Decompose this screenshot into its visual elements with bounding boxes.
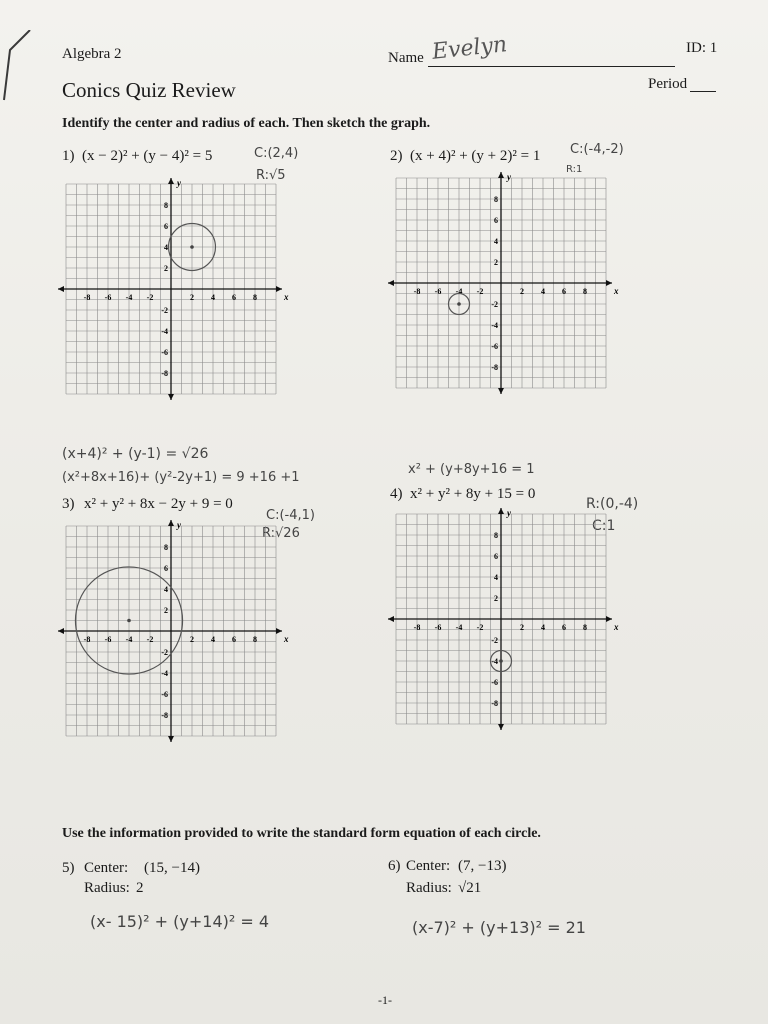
x-tick-label: -4 [455, 287, 463, 296]
x-tick-label: 4 [211, 635, 215, 644]
problem-4-answer-line-1: R:(0,-4) [586, 496, 639, 512]
problem-3-equation: x² + y² + 8x − 2y + 9 = 0 [84, 496, 233, 512]
problem-3-work-line-1: (x+4)² + (y-1) = √26 [62, 446, 209, 462]
y-tick-label: -6 [161, 690, 168, 699]
problem-2-equation: (x + 4)² + (y + 2)² = 1 [410, 148, 541, 164]
y-tick-label: -2 [161, 306, 168, 315]
y-tick-label: 2 [164, 606, 168, 615]
y-tick-label: -6 [161, 348, 168, 357]
y-tick-label: -6 [491, 342, 498, 351]
problem-5-answer: (x- 15)² + (y+14)² = 4 [90, 912, 270, 931]
x-tick-label: 6 [232, 293, 236, 302]
y-axis-label: y [177, 520, 181, 530]
x-tick-label: -8 [413, 623, 421, 632]
y-axis-arrow-up [498, 508, 504, 514]
y-tick-label: 6 [164, 222, 168, 231]
y-tick-label: 6 [494, 552, 498, 561]
y-tick-label: -2 [161, 648, 168, 657]
y-tick-label: -4 [491, 321, 498, 330]
x-tick-label: 6 [562, 287, 566, 296]
x-tick-label: -6 [104, 293, 112, 302]
y-tick-label: -8 [491, 699, 498, 708]
x-axis-arrow-left [58, 286, 64, 292]
y-tick-label: 8 [494, 195, 498, 204]
y-tick-label: 6 [494, 216, 498, 225]
x-tick-label: 4 [211, 293, 215, 302]
y-tick-label: -4 [491, 657, 498, 666]
x-tick-label: -4 [125, 635, 133, 644]
x-tick-label: -2 [146, 635, 154, 644]
y-axis-arrow-up [168, 178, 174, 184]
period-line [690, 91, 716, 92]
y-tick-label: 2 [494, 258, 498, 267]
y-tick-label: -2 [491, 300, 498, 309]
y-tick-label: -8 [161, 369, 168, 378]
circle-center-point [457, 302, 461, 306]
problem-6-number: 6) [388, 858, 401, 874]
problem-5-center-label: Center: [84, 860, 129, 876]
y-tick-label: -8 [491, 363, 498, 372]
problem-5-center-value: (15, −14) [144, 860, 200, 876]
problem-3-radius-answer: R:√26 [262, 526, 300, 541]
x-axis-arrow-right [276, 628, 282, 634]
y-tick-label: -8 [161, 711, 168, 720]
problem-3-number: 3) [62, 496, 75, 512]
section2-instruction: Use the information provided to write the standard form equation of each circle. [62, 826, 541, 841]
course-label: Algebra 2 [62, 46, 122, 62]
y-tick-label: -4 [161, 669, 168, 678]
y-axis-label: y [177, 178, 181, 188]
x-tick-label: 6 [232, 635, 236, 644]
problem-1-radius-answer: R:√5 [256, 168, 286, 183]
x-axis-label: x [284, 292, 289, 302]
problem-6-answer: (x-7)² + (y+13)² = 21 [412, 918, 586, 937]
problem-3-center-answer: C:(-4,1) [266, 508, 315, 523]
y-tick-label: 8 [164, 201, 168, 210]
y-tick-label: 4 [494, 573, 498, 582]
y-tick-label: -6 [491, 678, 498, 687]
x-tick-label: 2 [520, 623, 524, 632]
problem-2-number: 2) [390, 148, 403, 164]
pen-mark [0, 30, 40, 110]
problem-6-radius-value: √21 [458, 880, 482, 896]
circle-center-point [127, 619, 131, 623]
x-tick-label: -8 [83, 635, 91, 644]
x-axis-arrow-right [606, 280, 612, 286]
id-label: ID: 1 [686, 40, 718, 56]
problem-1-number: 1) [62, 148, 75, 164]
problem-1-center-answer: C:(2,4) [254, 146, 299, 161]
y-tick-label: 6 [164, 564, 168, 573]
problem-4-work-line: x² + (y+8y+16 = 1 [408, 462, 535, 477]
x-axis-arrow-left [388, 616, 394, 622]
y-axis-label: y [507, 508, 511, 518]
y-tick-label: 4 [494, 237, 498, 246]
x-tick-label: 4 [541, 287, 545, 296]
section1-instruction: Identify the center and radius of each. Then sketch the graph. [62, 116, 431, 131]
x-axis-arrow-right [276, 286, 282, 292]
coordinate-grid-1 [66, 178, 289, 390]
x-tick-label: 8 [253, 635, 257, 644]
x-axis-arrow-right [606, 616, 612, 622]
problem-6-center-label: Center: [406, 858, 451, 874]
problem-5-radius-value: 2 [136, 880, 144, 896]
x-tick-label: 2 [190, 293, 194, 302]
x-axis-label: x [614, 286, 619, 296]
y-axis-arrow-down [168, 394, 174, 400]
x-axis-arrow-left [58, 628, 64, 634]
x-tick-label: 8 [583, 287, 587, 296]
problem-3-work-line-2: (x²+8x+16)+ (y²-2y+1) = 9 +16 +1 [62, 470, 300, 485]
y-tick-label: 8 [494, 531, 498, 540]
y-tick-label: 2 [164, 264, 168, 273]
page-title: Conics Quiz Review [62, 78, 236, 102]
problem-6-center-value: (7, −13) [458, 858, 507, 874]
x-tick-label: -2 [146, 293, 154, 302]
x-axis-arrow-left [388, 280, 394, 286]
x-tick-label: -4 [125, 293, 133, 302]
x-tick-label: 2 [520, 287, 524, 296]
name-value: Evelyn [430, 32, 509, 65]
problem-4-equation: x² + y² + 8y + 15 = 0 [410, 486, 536, 502]
y-tick-label: -4 [161, 327, 168, 336]
x-tick-label: -2 [476, 623, 484, 632]
x-tick-label: -4 [455, 623, 463, 632]
coordinate-grid-2 [396, 172, 619, 384]
problem-1-equation: (x − 2)² + (y − 4)² = 5 [82, 148, 213, 164]
problem-5-radius-label: Radius: [84, 880, 130, 896]
x-tick-label: -6 [434, 287, 442, 296]
problem-2-center-answer: C:(-4,-2) [570, 142, 624, 157]
problem-4-number: 4) [390, 486, 403, 502]
y-axis-arrow-up [498, 172, 504, 178]
y-axis-arrow-down [498, 724, 504, 730]
y-tick-label: 4 [164, 243, 168, 252]
name-line [428, 66, 675, 67]
page-number: -1- [378, 993, 392, 1007]
x-tick-label: 4 [541, 623, 545, 632]
x-tick-label: 2 [190, 635, 194, 644]
x-tick-label: 8 [583, 623, 587, 632]
y-tick-label: -2 [491, 636, 498, 645]
name-label: Name [388, 50, 424, 66]
x-tick-label: 8 [253, 293, 257, 302]
x-tick-label: -2 [476, 287, 484, 296]
problem-4-answer-line-2: C:1 [592, 518, 616, 534]
y-axis-label: y [507, 172, 511, 182]
y-tick-label: 8 [164, 543, 168, 552]
circle-center-point [499, 659, 503, 663]
circle-center-point [190, 245, 194, 249]
coordinate-grid-4 [396, 508, 619, 720]
x-tick-label: -8 [83, 293, 91, 302]
x-axis-label: x [614, 622, 619, 632]
problem-6-radius-label: Radius: [406, 880, 452, 896]
problem-2-radius-answer: R:1 [566, 164, 583, 175]
x-tick-label: -8 [413, 287, 421, 296]
problem-5-number: 5) [62, 860, 75, 876]
period-label: Period [648, 76, 688, 92]
x-tick-label: -6 [104, 635, 112, 644]
y-tick-label: 2 [494, 594, 498, 603]
x-axis-label: x [284, 634, 289, 644]
x-tick-label: -6 [434, 623, 442, 632]
y-tick-label: 4 [164, 585, 168, 594]
x-tick-label: 6 [562, 623, 566, 632]
y-axis-arrow-down [168, 736, 174, 742]
y-axis-arrow-down [498, 388, 504, 394]
y-axis-arrow-up [168, 520, 174, 526]
